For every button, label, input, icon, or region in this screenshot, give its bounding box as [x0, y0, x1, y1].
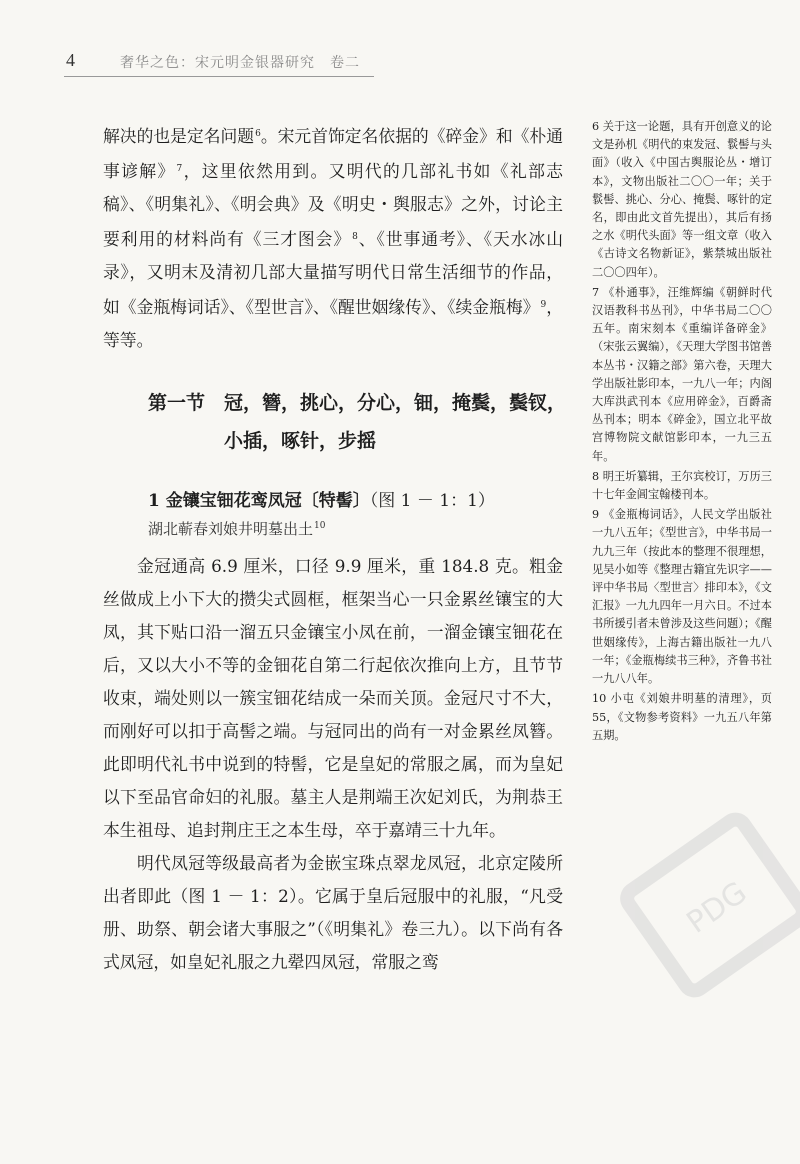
footnote-ref-7[interactable]: 7: [176, 164, 183, 174]
running-title: 奢华之色：宋元明金银器研究 卷二: [120, 55, 360, 71]
intro-paragraph: [103, 118, 563, 357]
section-heading: [148, 384, 578, 460]
note-7: 7 《朴通事》，汪维辉编《朝鲜时代汉语教科书丛刊》，中华书局二〇〇五年。南宋刻本《重编详备碎金》（宋张云翼编），《天理大学图书馆善本丛书・汉籍之部》第六卷，天理大学出版社影印本，一九八一年；内阁大库洪武刊本《应用碎金》，百爵斋丛刊本；明本《碎金》，国立北平故宫博物院文献馆影印本，一九三五年。: [592, 285, 772, 463]
footnote-ref-8[interactable]: 8: [352, 232, 358, 242]
intro-text-2: 。宋元首饰定名依据的《碎金》和《朴通事谚解》: [103, 126, 563, 181]
side-notes: [592, 118, 772, 747]
note-8: 8 明王圻纂辑，王尔宾校订，万历三十七年金阊宝翰楼刊本。: [592, 469, 772, 502]
footnote-ref-10[interactable]: 10: [314, 521, 326, 531]
figure-reference[interactable]: （图 1 － 1：1）: [369, 491, 495, 511]
section-title-line2: 小插，啄针，步摇: [224, 430, 377, 452]
item-title: 1 金镶宝钿花鸾凤冠〔特髻〕: [148, 491, 370, 511]
intro-text-1: 解决的也是定名问题: [103, 126, 255, 146]
intro-text-4: 、《世事通考》、《天水冰山录》，又明末及清初几部大量描写明代日常生活细节的作品，如《金瓶梅词话》、《型世言》、《醒世姻缘传》、《续金瓶梅》: [103, 229, 563, 317]
watermark-text: PDG: [680, 875, 754, 941]
header-rule: [64, 76, 374, 77]
item-heading: [148, 486, 495, 511]
body-text: [103, 550, 563, 979]
note-10: 10 小屯《刘娘井明墓的清理》，页55，《文物参考资料》一九五八年第五期。: [592, 692, 772, 742]
note-6: 6 关于这一论题，具有开创意义的论文是孙机《明代的束发冠、䯼髻与头面》（收入《中国古舆服论丛・增订本》，文物出版社二〇〇一年；关于䯼髻、挑心、分心、掩鬓、啄针的定名，即由此文首先提出），其后有扬之水《明代头面》等一组文章（收入《古诗文名物新证》，紫禁城出版社二〇〇四年）。: [592, 120, 772, 279]
body-paragraph-2: 明代凤冠等级最高者为金嵌宝珠点翠龙凤冠，北京定陵所出者即此（图 1 － 1：2）。它属于皇后冠服中的礼服，“凡受册、助祭、朝会诸大事服之”（《明集礼》卷三九）。以下尚有各式凤冠，如皇妃礼服之九翚四凤冠，常服之鸾: [103, 853, 563, 972]
item-provenance: [148, 518, 325, 539]
page-number: 4: [66, 50, 75, 70]
note-9: 9 《金瓶梅词话》，人民文学出版社一九八五年；《型世言》，中华书局一九九三年（按此本的整理不很理想，见吴小如等《整理古籍宜先识字——评中华书局〈型世言〉排印本》，《文汇报》一九九四年一月六日。不过本书所援引者未曾涉及这些问题）；《醒世姻缘传》，上海古籍出版社一九八一年；《金瓶梅续书三种》，齐鲁书社一九八八年。: [592, 508, 772, 686]
footnote-ref-6[interactable]: 6: [255, 129, 261, 139]
section-title-line1: 冠，簪，挑心，分心，钿，掩鬓，鬓钗，: [224, 392, 567, 414]
intro-text-3: ，这里依然用到。又明代的几部礼书如《礼部志稿》、《明集礼》、《明会典》及《明史・舆服志》之外，讨论主要利用的材料尚有《三才图会》: [103, 161, 563, 249]
body-paragraph-1: 金冠通高 6.9 厘米，口径 9.9 厘米，重 184.8 克。粗金丝做成上小下大的攒尖式圆框，框架当心一只金累丝镶宝的大凤，其下贴口沿一溜五只金镶宝小凤在前，一溜金镶宝钿花在后，又以大小不等的金钿花自第二行起依次推向上方，且节节收束，端处则以一簇宝钿花结成一朵而关顶。金冠尺寸不大，而刚好可以扣于高髻之端。与冠同出的尚有一对金累丝凤簪。此即明代礼书中说到的特髻，它是皇妃的常服之属，而为皇妃以下至品官命妇的礼服。墓主人是荆端王次妃刘氏，为荆恭王本生祖母、追封荆庄王之本生母，卒于嘉靖三十九年。: [103, 556, 563, 840]
footnote-ref-9[interactable]: 9: [540, 300, 547, 310]
page-header: [0, 52, 800, 76]
provenance-text: 湖北蕲春刘娘井明墓出土: [148, 520, 314, 538]
intro-text-5: ，等等。: [103, 297, 563, 350]
section-number: 第一节: [148, 392, 206, 414]
watermark-seal: [600, 790, 800, 1020]
